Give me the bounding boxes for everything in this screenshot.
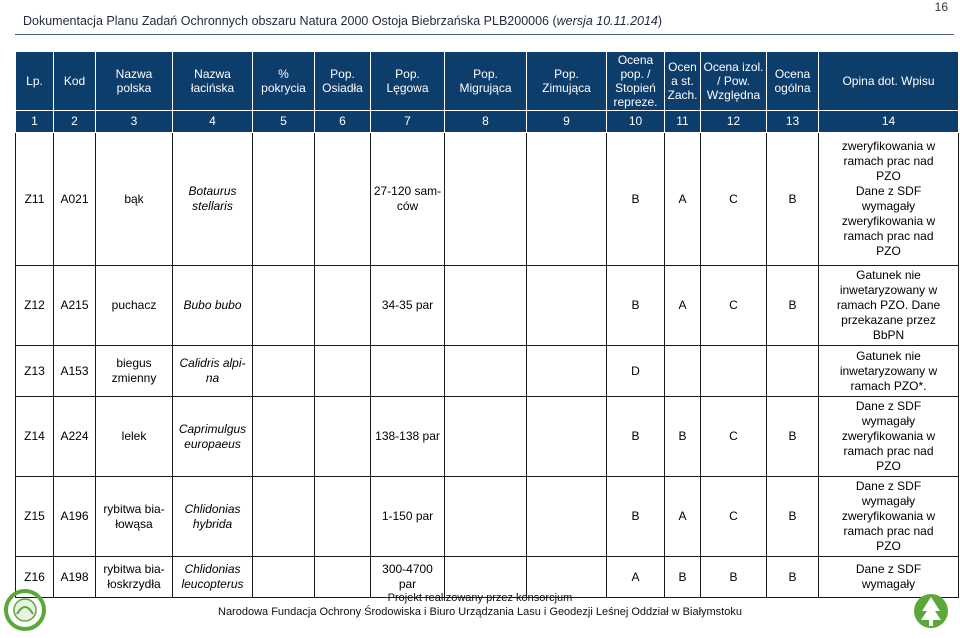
- latin-name-cell: Caprimulgus europaeus: [173, 397, 253, 477]
- column-number: 3: [96, 111, 173, 133]
- document-title: [23, 14, 662, 28]
- remark-cell: [819, 346, 959, 397]
- column-number: 7: [371, 111, 445, 133]
- overall-rating-cell: B: [767, 557, 819, 598]
- migrating-pop-cell: [445, 266, 527, 346]
- kod-cell: A198: [54, 557, 96, 598]
- conservation-rating-cell: A: [665, 266, 701, 346]
- conservation-rating-cell: [665, 346, 701, 397]
- migrating-pop-cell: [445, 477, 527, 557]
- remark-cell: [819, 477, 959, 557]
- polish-name-cell: biegus zmienny: [96, 346, 173, 397]
- overall-rating-cell: B: [767, 477, 819, 557]
- breeding-pop-cell: 1-150 par: [371, 477, 445, 557]
- breeding-pop-cell: 34-35 par: [371, 266, 445, 346]
- table-row: [16, 477, 959, 557]
- column-number: 10: [607, 111, 665, 133]
- remark-line: Dane z SDF: [855, 399, 922, 413]
- remark-line: wymagały: [861, 577, 916, 591]
- column-number: 2: [54, 111, 96, 133]
- wintering-pop-cell: [527, 397, 607, 477]
- header-cell: Pop. Zimująca: [527, 52, 607, 111]
- wintering-pop-cell: [527, 477, 607, 557]
- column-number: 5: [253, 111, 315, 133]
- isolation-rating-cell: B: [701, 557, 767, 598]
- population-rating-cell: B: [607, 477, 665, 557]
- column-number: 9: [527, 111, 607, 133]
- remark-line: przekazane przez: [841, 313, 936, 327]
- coverage-cell: [253, 477, 315, 557]
- column-number: 4: [173, 111, 253, 133]
- header-cell: Ocen a st. Zach.: [665, 52, 701, 111]
- title-end: ): [657, 14, 663, 28]
- title-rule: [15, 34, 954, 35]
- kod-cell: A021: [54, 133, 96, 266]
- column-number: 14: [819, 111, 959, 133]
- column-number: 1: [16, 111, 54, 133]
- header-cell: Ocena izol. / Pow. Względna: [701, 52, 767, 111]
- header-row: [16, 52, 959, 111]
- column-number: 11: [665, 111, 701, 133]
- isolation-rating-cell: C: [701, 397, 767, 477]
- population-rating-cell: B: [607, 397, 665, 477]
- conservation-rating-cell: B: [665, 557, 701, 598]
- remark-line: PZO: [876, 459, 901, 473]
- remark-line: Gatunek nie: [856, 348, 921, 363]
- footer-line-1: Projekt realizowany przez konsorcjum: [387, 592, 573, 604]
- wintering-pop-cell: [527, 266, 607, 346]
- overall-rating-cell: B: [767, 397, 819, 477]
- header-cell: % pokrycia: [253, 52, 315, 111]
- remark-cell: [819, 266, 959, 346]
- header-cell: Pop. Migrująca: [445, 52, 527, 111]
- isolation-rating-cell: C: [701, 133, 767, 266]
- overall-rating-cell: B: [767, 133, 819, 266]
- header-cell: Ocena pop. / Stopień repreze.: [607, 52, 665, 111]
- remark-line: PZO: [876, 169, 901, 183]
- remark-line: Dane z SDF: [855, 562, 922, 576]
- kod-cell: A196: [54, 477, 96, 557]
- remark-line: zweryfikowania w: [841, 509, 936, 523]
- polish-name-cell: lelek: [96, 397, 173, 477]
- header-cell: Lp.: [16, 52, 54, 111]
- population-rating-cell: B: [607, 133, 665, 266]
- resident-pop-cell: [315, 133, 371, 266]
- species-table: [15, 51, 959, 598]
- resident-pop-cell: [315, 477, 371, 557]
- ministry-tree-logo-icon: [912, 589, 950, 633]
- remark-line: zweryfikowania w: [841, 214, 936, 228]
- latin-name-cell: Botaurus stellaris: [173, 133, 253, 266]
- page-number: 16: [934, 0, 948, 14]
- lp-cell: Z11: [16, 133, 54, 266]
- coverage-cell: [253, 346, 315, 397]
- kod-cell: A224: [54, 397, 96, 477]
- remark-line: Dane z SDF: [855, 479, 922, 493]
- conservation-rating-cell: A: [665, 133, 701, 266]
- polish-name-cell: bąk: [96, 133, 173, 266]
- remark-line: Gatunek nie: [856, 268, 921, 282]
- remark-line: wymagały: [861, 414, 916, 428]
- conservation-rating-cell: A: [665, 477, 701, 557]
- breeding-pop-cell: 300-4700 par: [371, 557, 445, 598]
- column-number: 6: [315, 111, 371, 133]
- column-number: 12: [701, 111, 767, 133]
- isolation-rating-cell: C: [701, 477, 767, 557]
- latin-name-cell: Calidris alpi-na: [173, 346, 253, 397]
- remark-line: zweryfikowania w: [841, 139, 936, 153]
- table-row: [16, 346, 959, 397]
- header-cell: Ocena ogólna: [767, 52, 819, 111]
- footer: [0, 591, 960, 619]
- latin-name-cell: Bubo bubo: [173, 266, 253, 346]
- header-cell: Pop. Lęgowa: [371, 52, 445, 111]
- isolation-rating-cell: [701, 346, 767, 397]
- population-rating-cell: B: [607, 266, 665, 346]
- polish-name-cell: rybitwa bia-łoskrzydła: [96, 557, 173, 598]
- footer-line-2: Narodowa Fundacja Ochrony Środowiska i Biuro Urządzania Lasu i Geodezji Leśnej Oddział w Białymstoku: [218, 606, 742, 618]
- column-number-row: [16, 111, 959, 133]
- population-rating-cell: A: [607, 557, 665, 598]
- latin-name-cell: Chlidonias leucopterus: [173, 557, 253, 598]
- lp-cell: Z16: [16, 557, 54, 598]
- header-cell: Nazwa łacińska: [173, 52, 253, 111]
- table-row: [16, 133, 959, 266]
- polish-name-cell: rybitwa bia-łowąsa: [96, 477, 173, 557]
- remark-line: PZO: [876, 244, 901, 258]
- header-cell: Nazwa polska: [96, 52, 173, 111]
- remark-line: ramach PZO. Dane: [836, 298, 941, 312]
- table-row: [16, 397, 959, 477]
- remark-line: wymagały: [861, 199, 916, 213]
- lp-cell: Z12: [16, 266, 54, 346]
- kod-cell: A153: [54, 346, 96, 397]
- remark-line: inwetaryzowany w: [839, 363, 938, 378]
- header-cell: Opina dot. Wpisu: [819, 52, 959, 111]
- lp-cell: Z14: [16, 397, 54, 477]
- migrating-pop-cell: [445, 397, 527, 477]
- header-cell: Pop. Osiadła: [315, 52, 371, 111]
- remark-line: PZO: [876, 539, 901, 553]
- remark-cell: [819, 397, 959, 477]
- remark-line: ramach prac nad: [843, 229, 934, 243]
- migrating-pop-cell: [445, 346, 527, 397]
- remark-line: ramach PZO*.: [850, 378, 927, 393]
- overall-rating-cell: B: [767, 266, 819, 346]
- title-version: wersja 10.11.2014: [556, 14, 658, 28]
- wintering-pop-cell: [527, 133, 607, 266]
- remark-cell: [819, 133, 959, 266]
- remark-line: ramach prac nad: [843, 444, 934, 458]
- table-row: [16, 266, 959, 346]
- lp-cell: Z15: [16, 477, 54, 557]
- coverage-cell: [253, 397, 315, 477]
- polish-name-cell: puchacz: [96, 266, 173, 346]
- resident-pop-cell: [315, 397, 371, 477]
- migrating-pop-cell: [445, 133, 527, 266]
- breeding-pop-cell: [371, 346, 445, 397]
- resident-pop-cell: [315, 266, 371, 346]
- title-main: Dokumentacja Planu Zadań Ochronnych obszaru Natura 2000 Ostoja Biebrzańska PLB200006 (: [23, 14, 557, 28]
- coverage-cell: [253, 266, 315, 346]
- remark-line: ramach prac nad: [843, 524, 934, 538]
- conservation-rating-cell: B: [665, 397, 701, 477]
- remark-line: Dane z SDF: [855, 184, 922, 198]
- remark-line: inwetaryzowany w: [839, 283, 938, 297]
- remark-line: zweryfikowania w: [841, 429, 936, 443]
- remark-line: ramach prac nad: [843, 154, 934, 168]
- column-number: 8: [445, 111, 527, 133]
- population-rating-cell: D: [607, 346, 665, 397]
- coverage-cell: [253, 133, 315, 266]
- overall-rating-cell: [767, 346, 819, 397]
- wintering-pop-cell: [527, 346, 607, 397]
- header-cell: Kod: [54, 52, 96, 111]
- resident-pop-cell: [315, 346, 371, 397]
- column-number: 13: [767, 111, 819, 133]
- remark-line: wymagały: [861, 494, 916, 508]
- breeding-pop-cell: 27-120 sam-ców: [371, 133, 445, 266]
- latin-name-cell: Chlidonias hybrida: [173, 477, 253, 557]
- kod-cell: A215: [54, 266, 96, 346]
- breeding-pop-cell: 138-138 par: [371, 397, 445, 477]
- lp-cell: Z13: [16, 346, 54, 397]
- isolation-rating-cell: C: [701, 266, 767, 346]
- remark-line: BbPN: [872, 328, 905, 342]
